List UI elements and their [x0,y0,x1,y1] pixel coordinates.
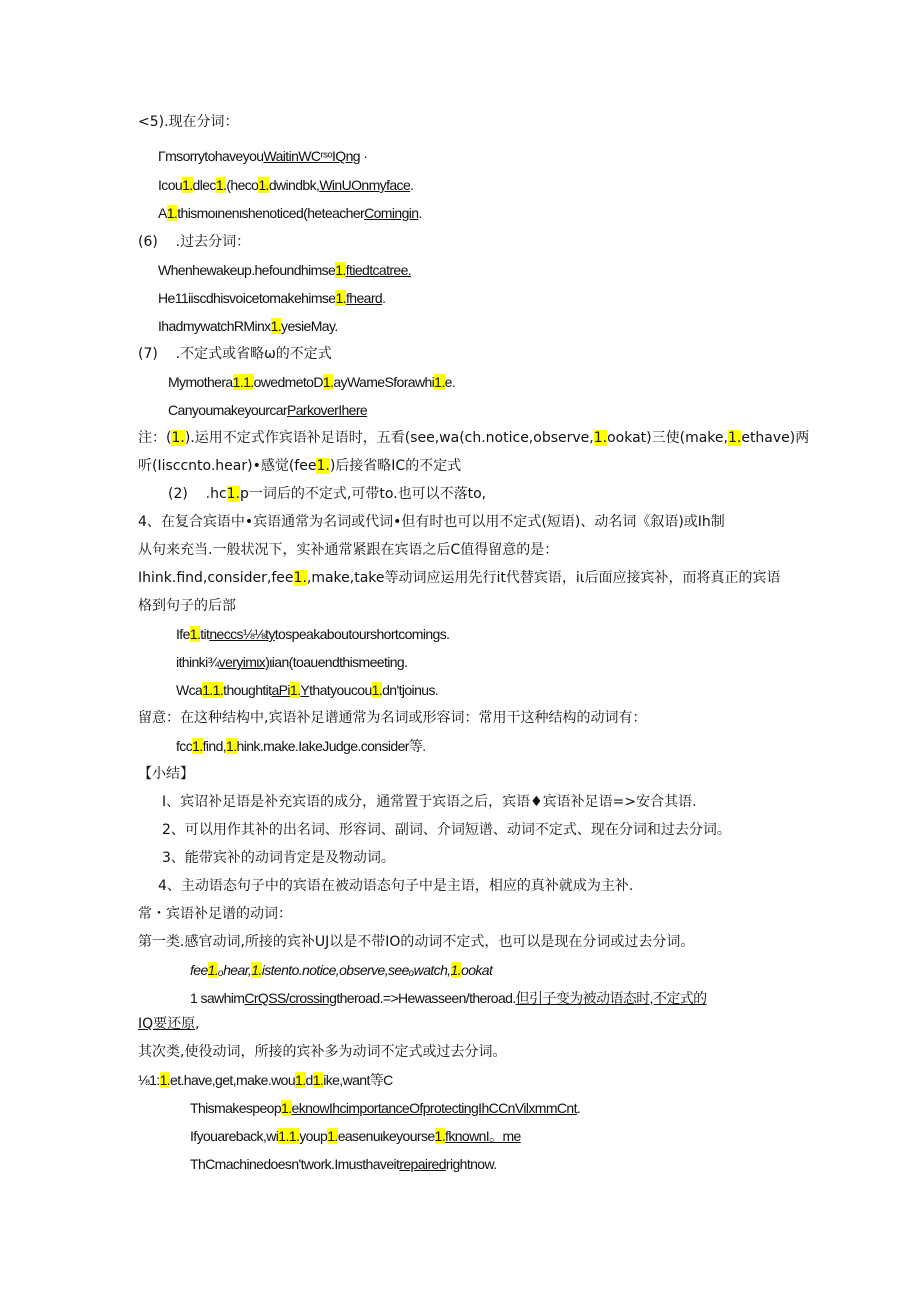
underlined-text: neccs⅛⅛ty [209,626,275,642]
heading-present-participle [138,112,239,132]
text-run: dlec [192,177,216,193]
example-it-2 [176,652,407,672]
text-run: · [359,148,368,164]
text-run: theroad.=>Hewasseen/theroad. [336,990,516,1006]
text-run: 4、主动语态句子中的宾语在被动语态句子中是主语，相应的真补就成为主补. [158,878,634,894]
text-run: ookat [461,962,493,978]
text-run: Wca [176,682,203,698]
text-run: . [382,290,386,306]
text-run: dwindbk, [268,177,320,193]
text-run: )后接省略IC的不定式 [329,458,462,474]
underlined-text: Comingin [364,205,419,221]
text-run: tospeakaboutourshortcomings. [274,626,450,642]
highlighted-text: 1. [226,738,237,754]
example-past-1 [158,260,411,280]
category-1-example-line-2 [138,1014,200,1034]
text-run: ιian(toauendthismeeting. [269,654,408,670]
text-run: fcc [176,738,193,754]
text-run: 3、能带宾补的动词肯定是及物动词。 [162,850,395,866]
highlighted-text: 1. [289,682,301,698]
text-run: 第一类.感官动词,所接的宾补UJ以是不带IO的动词不定式，也可以是现在分词或过去分词。 [138,934,695,950]
example-present-1 [158,146,367,166]
highlighted-text: 1. [293,570,307,586]
highlighted-text: 1. [166,205,178,221]
text-run: ithinki¾ [176,654,219,670]
text-run: 常・宾语补足谱的动词： [138,906,292,922]
text-run: 【小结】 [138,766,194,782]
text-run: Γmsorrytohaveyou [158,148,264,164]
text-run: 格到句子的后部 [138,598,236,614]
text-run: 4、在复合宾语中•宾语通常为名词或代词•但有时也可以用不定式(短语)、动名词《叙语)或Ih制 [138,514,725,530]
highlighted-text: 1. [312,1072,324,1088]
underlined-text: Y [300,682,310,698]
text-run: hink.make.IakeJudge.consider等. [236,738,426,754]
underlined-text: repaired [399,1156,446,1172]
text-run: A [158,205,167,221]
text-run: He11iiscdhisvoicetomakehimse [158,290,336,306]
highlighted-text: 1. [450,962,462,978]
text-run: p一词后的不定式,可带to.也可以不落to, [240,486,487,502]
text-run: istento.notice,observe,seeₒwatch, [261,962,451,978]
example-infinitive-1 [168,372,455,392]
highlighted-text: 1. [189,626,201,642]
text-run: ThCmachinedoesn'twork.Imusthaveit [190,1156,400,1172]
text-run: 留意：在这种结构中,宾语补足谱通常为名词或形容词：常用干这种结构的动词有： [138,710,647,726]
text-run: Canyoumakeyourcar [168,402,287,418]
category-1-verbs [190,960,492,980]
text-run: thatyoucou [309,682,372,698]
highlighted-text: 1. [270,318,282,334]
highlighted-text: 1. [316,458,330,474]
category-2-verbs [138,1070,393,1090]
summary-1 [162,792,697,812]
text-run: . [410,177,414,193]
example-it-3 [176,680,438,700]
example-past-3 [158,316,338,336]
highlighted-text: 1. [335,262,346,278]
highlighted-text: 1. [258,177,269,193]
text-run: 2、可以用作其补的出名词、形容词、副词、介词短谱、动词不定式、现在分词和过去分词。 [162,822,731,838]
text-run: , [195,1016,200,1032]
text-run: Thismakespeop [190,1100,282,1116]
underlined-text: WaitinWCʳˢᵒIQng [263,148,360,164]
highlighted-text: 1. [371,682,383,698]
text-run: rightnow. [445,1156,497,1172]
category-2-example-2 [190,1126,521,1146]
highlighted-text: 1. [251,962,262,978]
text-run: ,make,take等动词应运用先行it代替宾语，iι后面应接宾补，而将真正的宾语 [306,570,781,586]
underlined-text: 但引子变为被动语态时,不定式的 [515,990,707,1006]
underlined-text: fheard [345,290,383,306]
underlined-text: aPi [271,682,290,698]
note-1-line-1 [138,428,809,448]
highlighted-text: 1. [434,374,445,390]
text-run: 注：( [138,430,172,446]
highlighted-text: 1.1. [202,682,224,698]
text-run: ⅛1: [138,1072,160,1088]
text-run: (heco [226,177,259,193]
highlighted-text: 1. [593,430,608,446]
highlighted-text: 1. [327,1128,338,1144]
underlined-text: IQ要还原 [138,1016,196,1032]
highlighted-text: 1. [207,962,219,978]
text-run: easenuιkeyourse [337,1128,435,1144]
verb-list-1 [176,736,426,756]
text-run: tit [200,626,210,642]
underlined-text: veryimιx) [218,654,270,670]
text-run: yesieMay. [281,318,338,334]
heading-infinitive [138,344,332,364]
text-run: <5).现在分词： [138,114,239,130]
text-run: thoughtit [223,682,272,698]
underlined-text: CrQSS/crossing [244,990,337,1006]
text-run: (2) .hc [168,486,227,502]
text-run: ).运用不定式作宾语补足语时，五看(see,wa(ch.notice,observe, [184,430,594,446]
example-infinitive-2 [168,400,367,420]
text-run: Ifyouareback,wi [190,1128,279,1144]
highlighted-text: 1.1. [278,1128,300,1144]
text-run: (6) .过去分词： [138,234,251,250]
text-run: . [576,1100,581,1116]
category-2 [138,1042,506,1062]
highlighted-text: 1. [182,177,193,193]
heading-past-participle [138,232,250,252]
common-verbs-heading [138,904,292,924]
summary-2 [162,820,731,840]
text-run: IhadmywatchRMinx [158,318,271,334]
highlighted-text: 1.1. [232,374,254,390]
category-1 [138,932,694,952]
summary-3 [162,848,395,868]
text-run: Whenhewakeup.hefoundhimse [158,262,336,278]
highlighted-text: 1. [295,1072,306,1088]
category-2-example-1 [190,1098,580,1118]
text-run: ayWameSforawhi [333,374,435,390]
underlined-text: fknownI。me [445,1128,521,1144]
example-present-3 [158,203,422,223]
text-run: owedmetoD [253,374,323,390]
text-run: Ihink.find,consider,fee [138,570,294,586]
text-run: ₒhear, [218,962,252,978]
summary-heading [138,764,194,784]
note-1-line-2 [138,456,461,476]
text-run: fee [190,962,208,978]
text-run: find, [202,738,227,754]
text-run: . [418,205,422,221]
text-run: youp [299,1128,328,1144]
highlighted-text: 1. [727,430,742,446]
example-present-2 [158,175,413,195]
text-run: 其次类,使役动词，所接的宾补多为动词不定式或过去分词。 [138,1044,507,1060]
text-run: e. [444,374,456,390]
underlined-text: ftiedtcatree. [345,262,412,278]
text-run: ookat)三使(make, [607,430,728,446]
example-it-1 [176,624,449,644]
section-4-line-3 [138,568,781,588]
highlighted-text: 1. [192,738,203,754]
summary-4 [158,876,633,896]
text-run: Mymothera [168,374,233,390]
text-run: dn'tjoinus. [382,682,439,698]
category-1-example-line-1 [190,988,707,1008]
section-4-line-4 [138,596,236,616]
example-past-2 [158,288,385,308]
text-run: d [305,1072,313,1088]
highlighted-text: 1. [335,290,346,306]
text-run: ike,want等C [323,1072,393,1088]
highlighted-text: 1. [171,430,185,446]
note-2 [168,484,486,504]
section-4-line-1 [138,512,725,532]
highlighted-text: 1. [226,486,241,502]
text-run: 听(Iisccnto.hear)•感觉(fee [138,458,317,474]
text-run: thismoιnenιshenoticed(heteacher [177,205,365,221]
underlined-text: eknowIhcimportanceOfprotectingIhCCnVilxmmCnt [291,1100,577,1116]
text-run: 1 sawhim [190,990,245,1006]
highlighted-text: 1. [159,1072,171,1088]
section-4-line-2 [138,540,558,560]
highlighted-text: 1. [322,374,334,390]
text-run: et.have,get,make.wou [170,1072,296,1088]
text-run: (7) .不定式或省略ω的不定式 [138,346,332,362]
text-run: I、宾诏补足语是补充宾语的成分，通常置于宾语之后，宾语♦宾语补足语=>安合其语. [162,794,697,810]
text-run: Icou [158,177,183,193]
underlined-text: ParkoverIhere [286,402,368,418]
highlighted-text: 1. [434,1128,446,1144]
category-2-example-3 [190,1154,497,1174]
attention-note [138,708,646,728]
text-run: 从句来充当.一般状况下，实补通常紧跟在宾语之后C值得留意的是： [138,542,559,558]
highlighted-text: 1. [281,1100,292,1116]
text-run: ethave)两 [741,430,810,446]
highlighted-text: 1. [215,177,227,193]
text-run: Ife [176,626,190,642]
underlined-text: WinUOnmyface [319,177,411,193]
